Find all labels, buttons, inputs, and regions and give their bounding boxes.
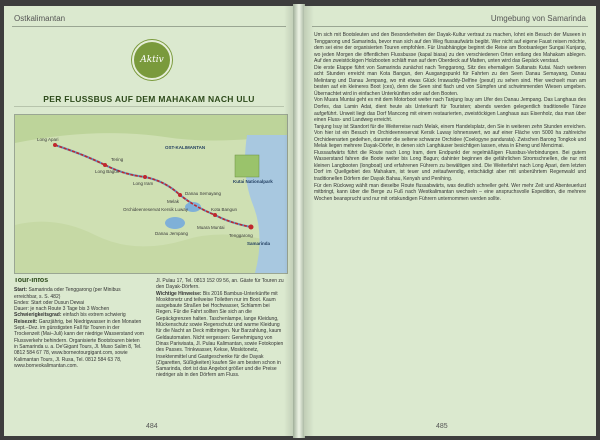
tour-info-paragraph: Wichtige Hinweise: Bis 2016 Bambus-Unterkünfte mit Moskitonetz und teilweise Toiletten nur im Boot. Kaum ausgebaute Straßen bei Hochwasser, Schlamm bei Regen. Für die Fahrt sollten Sie sich an die Gepäckgrenzen halten. Taschenlampe, lange Kleidung, Mückenschutz sowie Regenschutz und warme Kleidung für die Nacht an Deck mitbringen. Nur Barzahlung, kaum Geldautomaten. Nicht vergessen: Genehmigung von Dinas Pariwisata, Jl. Pulau Kalimantan, sowie Fotokopien des Passes. Trinkwasser, Kekse, Moskitonetz, Insektenmittel und Gastgeschenke für die Dayak (Zigaretten, Süßigkeiten) kaufen Sie am besten schon in Samarinda, dort ist das Angebot größer und die Preise niedriger als in den Dörfern am Fluss. [156,290,284,379]
header-rule [12,26,286,27]
map-label-kota-bangun: Kota Bangun [211,207,238,212]
marker-long-bagun [103,163,107,167]
body-paragraph: Von Muara Muntai geht es mit dem Motorboot weiter nach Tanjung Isuy am Ufer des Danau Jempang. Das Langhaus des Dorfes, das Lamin Adat, dient heute als Unterkunft für Touristen; abends werden gelegentlich traditionelle Tänze aufgeführt. Unweit liegt das Dorf Mancong mit einem restaurierten, zweistöckigen Langhaus aus Eisenholz, das man über einen Fluss- und Landweg erreicht. [314,97,586,124]
map-label-danau-semayang: Danau Semayang [185,191,222,196]
marker-samarinda [249,225,254,230]
route-map [14,114,288,274]
article-title: PER FLUSSBUS AUF DEM MAHAKAM NACH ULU [43,94,255,104]
map-label-samarinda: Samarinda [247,241,271,246]
left-page [4,6,294,436]
page-number: 484 [146,423,158,430]
body-paragraph: Die erste Etappe führt von Samarinda zunächst nach Tenggarong, Sitz des ehemaligen Sultanats Kutai. Nach weiteren acht Stunden erreicht man Kota Bangun, den Ausgangspunkt für Fahrten zu den Seen Danau Semayang, Danau Melintang und Danau Jempang, wo mit etwas Glück Irrawaddy-Delfine (pesut) zu sehen sind. Hier wechselt man am besten auf ein kleineres Boot (ces), denn die Seen sind flach und von Sümpfen und schwimmenden Wiesen umgeben. Übernachtet wird in einfachen Unterkünften oder auf den Booten. [314,64,586,97]
tour-info-paragraph: Schwierigkeitsgrad: einfach bis extrem schwierig [14,312,126,319]
lake-jempang [165,217,185,229]
tour-info-heading: Tour-Infos [14,278,49,284]
body-text [314,32,586,422]
map-label-kutai: Kutai Nationalpark [233,179,273,184]
map-label-long-iram: Long Iram [133,181,154,186]
badge-label: Aktiv [140,55,164,65]
tour-info-paragraph: Reisezeit: Ganzjährig, bei Niedrigwasser in den Monaten Sept.–Dez. im günstigsten Fall für Touren in der Trockenzeit (Mai–Juli) kann der niedrige Wasserstand vom Flussverkehr behindern. Organisierte Bootstouren bieten in Samarinda u. a. De'Gigant Tours, Jl. Muso Salim 8, Tel. 0812 584 67 78, www.borneotourgigant.com, sowie Kalimantan Tours, Jl. Rusa, Tel. 0812 584 63 78, www.borneokalimantan.com. [14,318,144,369]
spine-shadow [304,6,314,436]
tour-info-column-1 [14,278,144,418]
map-label-danau-jempang: Danau Jempang [155,231,189,236]
map-label-melak: Melak [167,199,180,204]
marker-kota-bangun [213,213,217,217]
aktiv-badge [132,40,172,80]
body-paragraph: Um sich mit Bootsleuten und den Besonderheiten der Dayak-Kultur vertraut zu machen, lohnt ein Besuch der Museen in Tenggarong und Samarinda, bevor man sich auf den Weg flussaufwärts begibt. Wer nicht auf eigene Faust reisen möchte, dem sei eine der organisierten Touren empfohlen. Für Unabhängige beginnt die Reise am Bootsanleger Sungai Kunjang, wo jeden Morgen die öffentlichen Flussbusse (kapal biasa) zu den verschiedenen Orten entlang des Mahakam ablegen. Auf den zweistöckigen Holzbooten schläft man auf dem Oberdeck auf Matten, unten wird das Gepäck verstaut. [314,32,586,65]
marker-melak [178,193,182,197]
header-rule [312,26,588,27]
map-label-kersik-luway: Orchideenreservat Kersik Luway [123,207,189,212]
map-label-muara-muntai: Muara Muntai [197,225,225,230]
marker-long-apari [53,143,57,147]
tour-info-columns [14,278,288,418]
right-page [304,6,596,436]
body-paragraph: Flussaufwärts führt die Route nach Long Iram, dem Endpunkt der regelmäßigen Flussbus-Verbindungen. Bei gutem Wasserstand fahren die Boote weiter bis Long Bagun; dahinter beginnen die gefährlichen Stromschnellen, die nur mit kleinen Langbooten (longboat) und erfahrenen Führern zu bewältigen sind. Die Weiterfahrt nach Long Apari, dem letzten Dorf im Quellgebiet des Mahakam, ist teuer und zeitaufwendig, entschädigt aber mit unberührtem Regenwald und traditionellen Dörfern der Dayak Bahau, Kenyah und Penihing. [314,149,586,183]
running-head: Ostkalimantan [14,14,66,23]
title-rule [14,106,284,107]
map-label-tering: Tering [111,157,124,162]
map-label-tenggarong: Tenggarong [229,233,253,238]
tour-info-paragraph: Dauer: je nach Route 3 Tage bis 3 Wochen [14,306,110,313]
tour-info-paragraph: Jl. Pulau 17, Tel. 0813 152 09 56, an. Gäste für Touren zu den Dayak-Dörfern. [156,278,284,291]
kutai-park-area [235,155,259,177]
map-label-region: OST-KALIMANTAN [165,145,206,150]
tour-info-column-2 [156,278,286,418]
tour-info-paragraph: Endes: Start oder Dusun Dewai [14,299,85,306]
tour-info-paragraph: Start: Samarinda oder Tenggarong (per Minibus erreichbar, s. S. 482) [14,287,121,300]
running-head: Umgebung von Samarinda [490,14,586,23]
body-paragraph: Für den Rückweg wählt man dieselbe Route flussabwärts, was deutlich schneller geht. Wer mehr Zeit und Abenteuerlust mitbringt, kann über die Berge zu Fuß nach Westkalimantan wechseln – eine anspruchsvolle Expedition, die mehrere Wochen beansprucht und nur mit ortskundigen Führern unternommen werden sollte. [314,182,586,202]
map-label-long-bagun: Long Bagun [95,169,120,174]
marker-long-iram [143,175,147,179]
map-label-long-apari: Long Apari [37,137,59,142]
page-number: 485 [436,423,448,430]
body-paragraph: Tanjung Isuy ist Standort für die Weiterreise nach Melak, einem Handelsplatz, den Sie in weiteren zehn Stunden erreichen. Von hier ist ein Besuch im Orchideenreservat Kersik Luway lohnenswert, wo auf einer Fläche von 5000 ha zahlreiche Orchideenarten gedeihen, darunter die seltene schwarze Orchidee (Coelogyne pandurata). Zwischen Barong Tongkok und Melak liegen mehrere Dayak-Dörfer, in denen sich Langhäuser besichtigen lassen, etwa in Eheng und Mencimai. [314,123,586,150]
